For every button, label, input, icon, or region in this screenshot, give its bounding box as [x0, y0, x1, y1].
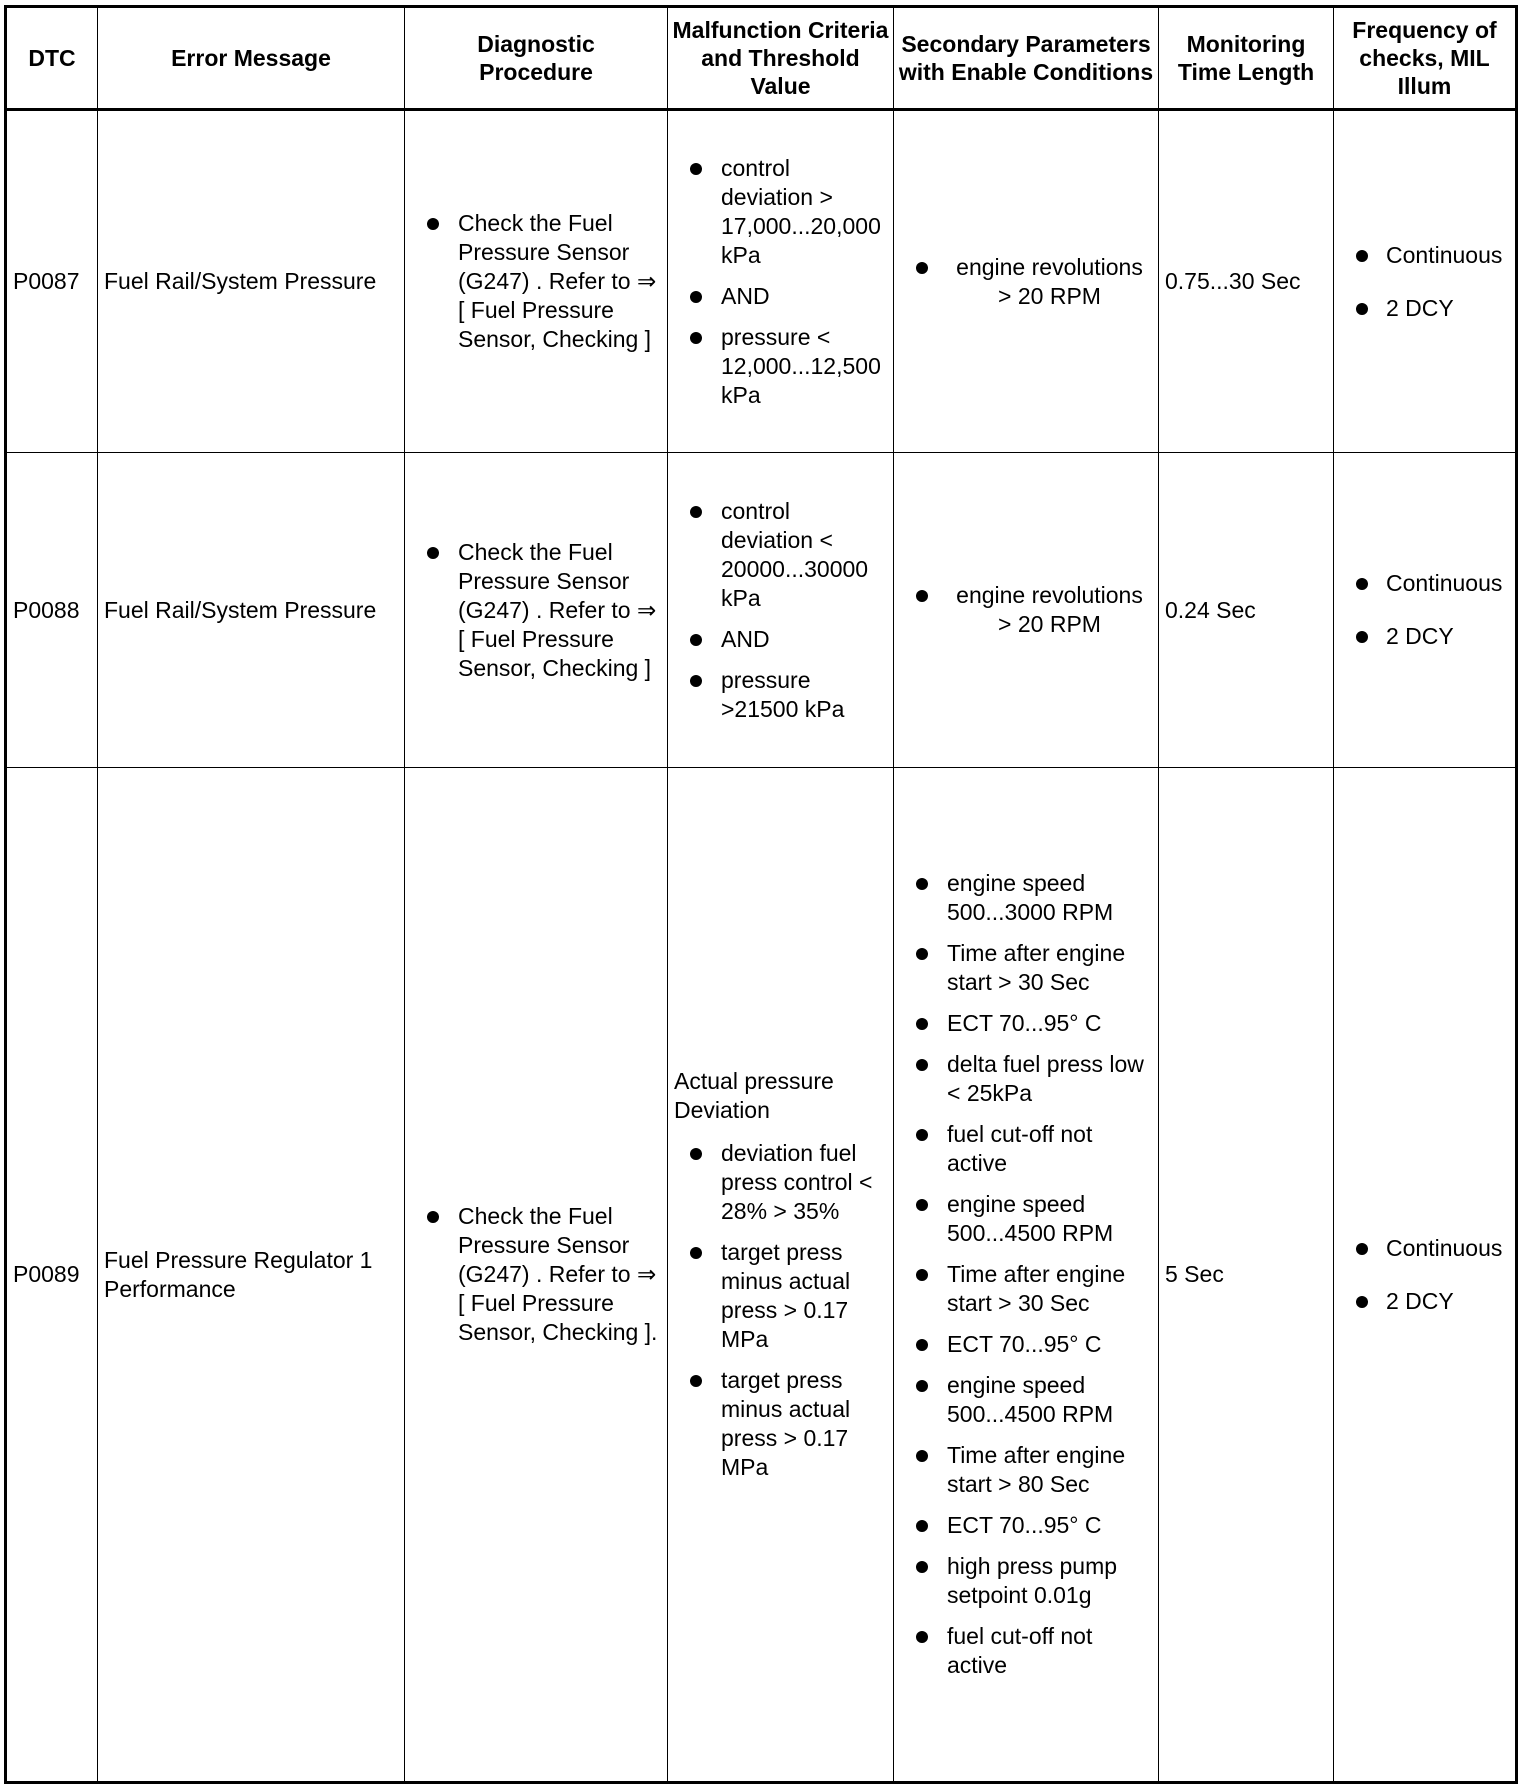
frequency-text: Continuous [1386, 241, 1503, 268]
diagnostic-procedure [405, 453, 668, 768]
bullet-icon [916, 262, 928, 274]
bullet-icon [690, 163, 702, 175]
secondary-item [900, 869, 1152, 927]
bullet-icon [690, 1148, 702, 1160]
criteria-item [674, 1139, 887, 1226]
bullet-icon [427, 1211, 439, 1223]
secondary-item [900, 1330, 1152, 1359]
criteria-text: target press minus actual press > 0.17 MPa [721, 1239, 851, 1352]
procedure-list [411, 538, 661, 683]
header-frequency: Frequency of checks, MIL Illum [1334, 7, 1517, 110]
frequency-list [1340, 241, 1509, 323]
bullet-icon [916, 1520, 928, 1532]
malfunction-criteria [668, 110, 894, 453]
secondary-text: engine revolutions > 20 RPM [956, 582, 1143, 637]
header-error-message: Error Message [98, 7, 405, 110]
bullet-icon [916, 948, 928, 960]
procedure-item [411, 209, 661, 354]
criteria-item [674, 1238, 887, 1354]
secondary-item [900, 1511, 1152, 1540]
dtc-code: P0087 [6, 110, 98, 453]
bullet-icon [916, 1018, 928, 1030]
secondary-parameters [894, 110, 1159, 453]
criteria-text: target press minus actual press > 0.17 MPa [721, 1367, 851, 1480]
bullet-icon [690, 1375, 702, 1387]
secondary-parameters [894, 768, 1159, 1783]
frequency-item [1340, 1287, 1509, 1316]
bullet-icon [916, 1339, 928, 1351]
bullet-icon [916, 1199, 928, 1211]
criteria-list [674, 497, 887, 724]
criteria-list [674, 1139, 887, 1482]
monitoring-time: 0.24 Sec [1159, 453, 1334, 768]
criteria-item [674, 323, 887, 410]
secondary-text: high press pump setpoint 0.01g [947, 1553, 1118, 1608]
frequency [1334, 453, 1517, 768]
criteria-item [674, 282, 887, 311]
bullet-icon [916, 590, 928, 602]
bullet-icon [916, 1059, 928, 1071]
bullet-icon [916, 1561, 928, 1573]
error-message: Fuel Rail/System Pressure [98, 453, 405, 768]
secondary-text: ECT 70...95° C [947, 1331, 1102, 1357]
procedure-list [411, 209, 661, 354]
bullet-icon [916, 1450, 928, 1462]
criteria-text: AND [721, 625, 770, 652]
bullet-icon [1356, 250, 1368, 262]
secondary-list [900, 581, 1152, 639]
secondary-text: engine revolutions > 20 RPM [956, 253, 1143, 309]
procedure-item [411, 538, 661, 683]
dtc-table [4, 5, 1518, 1784]
frequency-item [1340, 569, 1509, 598]
header-secondary-parameters: Secondary Parameters with Enable Conditions [894, 7, 1159, 110]
criteria-intro: Actual pressure Deviation [674, 1068, 834, 1123]
criteria-item [674, 666, 887, 724]
table-body [6, 110, 1517, 1783]
criteria-text: AND [721, 282, 770, 309]
procedure-item [411, 1202, 661, 1347]
frequency-item [1340, 1234, 1509, 1263]
frequency-list [1340, 1234, 1509, 1316]
bullet-icon [427, 547, 439, 559]
bullet-icon [690, 332, 702, 344]
table-row [6, 768, 1517, 1783]
bullet-icon [1356, 578, 1368, 590]
secondary-text: Time after engine start > 30 Sec [947, 940, 1126, 995]
frequency-list [1340, 569, 1509, 651]
dtc-code: P0088 [6, 453, 98, 768]
secondary-list [900, 253, 1152, 311]
bullet-icon [916, 1380, 928, 1392]
procedure-text: Check the Fuel Pressure Sensor (G247) . Refer to ⇒ [ Fuel Pressure Sensor, Checking ] [458, 538, 657, 681]
frequency-text: Continuous [1386, 570, 1503, 596]
secondary-text: engine speed 500...3000 RPM [947, 870, 1114, 925]
secondary-item [900, 1552, 1152, 1610]
criteria-item [674, 497, 887, 613]
error-message: Fuel Pressure Regulator 1 Performance [98, 768, 405, 1783]
bullet-icon [690, 291, 702, 303]
frequency-item [1340, 241, 1509, 270]
criteria-text: control deviation > 17,000...20,000 kPa [721, 154, 881, 268]
criteria-text: control deviation < 20000...30000 kPa [721, 497, 869, 611]
frequency [1334, 768, 1517, 1783]
bullet-icon [1356, 303, 1368, 315]
procedure-list [411, 1202, 661, 1347]
secondary-item [900, 1120, 1152, 1178]
secondary-item [900, 1441, 1152, 1499]
secondary-item [900, 253, 1152, 311]
frequency-item [1340, 622, 1509, 651]
criteria-text: pressure >21500 kPa [721, 666, 845, 722]
header-malfunction-criteria: Malfunction Criteria and Threshold Value [668, 7, 894, 110]
secondary-item [900, 581, 1152, 639]
secondary-item [900, 939, 1152, 997]
bullet-icon [916, 878, 928, 890]
header-dtc: DTC [6, 7, 98, 110]
secondary-text: Time after engine start > 30 Sec [947, 1261, 1126, 1316]
error-message: Fuel Rail/System Pressure [98, 110, 405, 453]
bullet-icon [427, 218, 439, 230]
criteria-item [674, 625, 887, 654]
frequency-text: Continuous [1386, 1234, 1503, 1261]
bullet-icon [690, 634, 702, 646]
secondary-item [900, 1260, 1152, 1318]
diagnostic-procedure [405, 110, 668, 453]
malfunction-criteria [668, 453, 894, 768]
bullet-icon [916, 1631, 928, 1643]
header-diagnostic-procedure: Diagnostic Procedure [405, 7, 668, 110]
header-monitoring-time: Monitoring Time Length [1159, 7, 1334, 110]
bullet-icon [916, 1269, 928, 1281]
secondary-item [900, 1009, 1152, 1038]
bullet-icon [1356, 1243, 1368, 1255]
secondary-item [900, 1622, 1152, 1680]
bullet-icon [1356, 631, 1368, 643]
frequency [1334, 110, 1517, 453]
secondary-text: engine speed 500...4500 RPM [947, 1372, 1114, 1427]
secondary-text: Time after engine start > 80 Sec [947, 1442, 1126, 1497]
frequency-text: 2 DCY [1386, 623, 1454, 649]
secondary-text: ECT 70...95° C [947, 1512, 1102, 1538]
dtc-code: P0089 [6, 768, 98, 1783]
bullet-icon [690, 506, 702, 518]
criteria-item [674, 154, 887, 270]
frequency-text: 2 DCY [1386, 294, 1454, 321]
bullet-icon [690, 1247, 702, 1259]
secondary-list [900, 869, 1152, 1680]
diagnostic-procedure [405, 768, 668, 1783]
table-row [6, 110, 1517, 453]
procedure-text: Check the Fuel Pressure Sensor (G247) . Refer to ⇒ [ Fuel Pressure Sensor, Checking ] [458, 210, 657, 352]
bullet-icon [690, 675, 702, 687]
monitoring-time: 0.75...30 Sec [1159, 110, 1334, 453]
malfunction-criteria [668, 768, 894, 1783]
bullet-icon [916, 1129, 928, 1141]
table-row [6, 453, 1517, 768]
frequency-item [1340, 294, 1509, 323]
secondary-text: delta fuel press low < 25kPa [947, 1051, 1144, 1106]
procedure-text: Check the Fuel Pressure Sensor (G247) . Refer to ⇒ [ Fuel Pressure Sensor, Checking ]. [458, 1203, 658, 1345]
secondary-parameters [894, 453, 1159, 768]
criteria-item [674, 1366, 887, 1482]
secondary-item [900, 1050, 1152, 1108]
secondary-item [900, 1190, 1152, 1248]
secondary-item [900, 1371, 1152, 1429]
header-row [6, 7, 1517, 110]
frequency-text: 2 DCY [1386, 1287, 1454, 1314]
bullet-icon [1356, 1296, 1368, 1308]
criteria-text: deviation fuel press control < 28% > 35% [721, 1140, 873, 1224]
secondary-text: ECT 70...95° C [947, 1010, 1102, 1036]
secondary-text: fuel cut-off not active [947, 1623, 1093, 1678]
monitoring-time: 5 Sec [1159, 768, 1334, 1783]
secondary-text: fuel cut-off not active [947, 1121, 1093, 1176]
criteria-list [674, 154, 887, 410]
criteria-text: pressure < 12,000...12,500 kPa [721, 323, 881, 408]
secondary-text: engine speed 500...4500 RPM [947, 1191, 1114, 1246]
